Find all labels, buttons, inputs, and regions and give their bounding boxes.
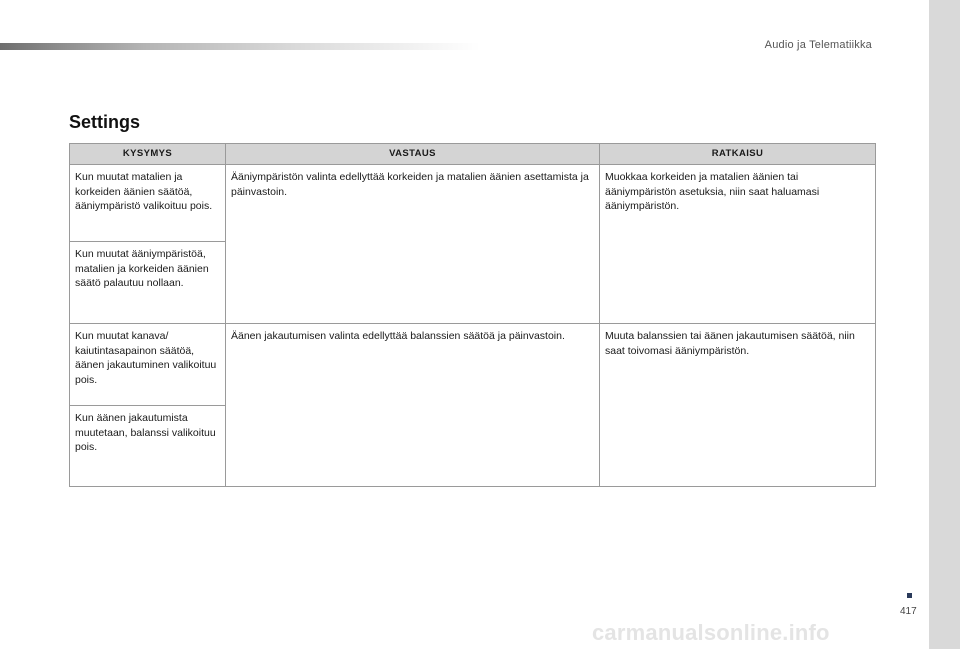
page-number: 417 <box>900 606 917 617</box>
section-title: Settings <box>69 112 141 132</box>
solution-cell: Muokkaa korkeiden ja matalien äänien tai ääniympäristön asetuksia, niin saat haluamasi ääniympäristön. <box>600 165 876 324</box>
chapter-title: Audio ja Telematiikka <box>764 39 872 51</box>
answer-cell: Ääniympäristön valinta edellyttää korkeiden ja matalien äänien asettamista ja päinvastoin. <box>226 165 600 324</box>
faq-table <box>69 143 876 487</box>
table-row <box>70 324 876 406</box>
header-gradient-bar <box>0 43 480 50</box>
page-marker <box>907 593 912 598</box>
table-header-row <box>70 144 876 165</box>
question-cell: Kun muutat ääniympäristöä, matalien ja korkeiden äänien säätö palautuu nollaan. <box>70 242 226 324</box>
answer-cell: Äänen jakautumisen valinta edellyttää balanssien säätöä ja päinvastoin. <box>226 324 600 487</box>
solution-cell: Muuta balanssien tai äänen jakautumisen säätöä, niin saat toivomasi ääniympäristön. <box>600 324 876 487</box>
column-header-solution: RATKAISU <box>600 144 876 165</box>
column-header-answer: VASTAUS <box>226 144 600 165</box>
table-row <box>70 165 876 242</box>
watermark: carmanualsonline.info <box>592 620 830 645</box>
question-cell: Kun muutat kanava/ kaiutintasapainon säätöä, äänen jakautuminen valikoituu pois. <box>70 324 226 406</box>
side-band <box>929 0 960 649</box>
question-cell: Kun äänen jakautumista muutetaan, balanssi valikoituu pois. <box>70 406 226 487</box>
question-cell: Kun muutat matalien ja korkeiden äänien säätöä, ääniympäristö valikoituu pois. <box>70 165 226 242</box>
column-header-question: KYSYMYS <box>70 144 226 165</box>
